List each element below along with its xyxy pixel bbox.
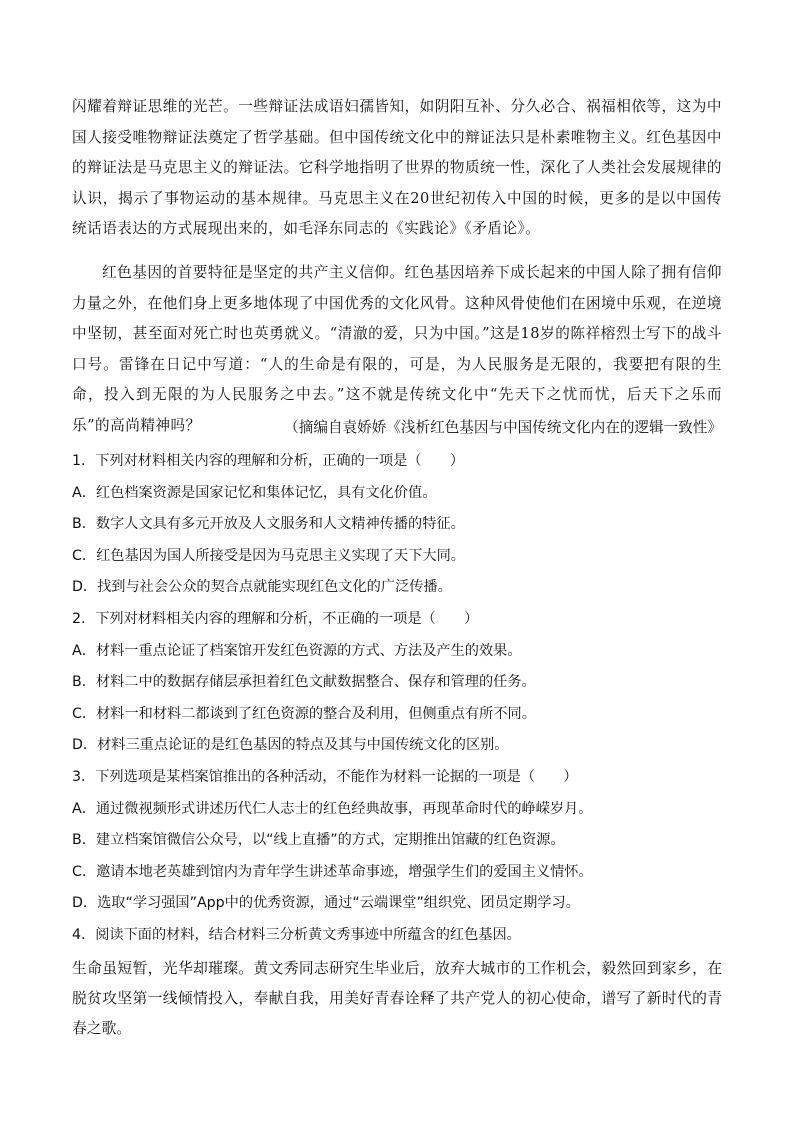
question-3-option-d: D．选取“学习强国”App中的优秀资源，通过“云端课堂”组织党、团员定期学习。 (72, 895, 580, 912)
passage-paragraph-2: 红色基因的首要特征是坚定的共产主义信仰。红色基因培养下成长起来的中国人除了拥有信仰力量之外，在他们身上更多地体现了中国优秀的文化风骨。这种风骨使他们在困境中乐观，在逆境中坚韧，甚至面对死亡时也英勇就义。“清澈的爱，只为中国。”这是18岁的陈祥榕烈士写下的战斗口号。雷锋在日记中写道：“人的生命是有限的，可是，为人民服务是无限的，我要把有限的生命，投入到无限的为人民服务之中去。”这不就是传统文化中“先天下之忧而忧，后天下之乐而乐”的高尚精神吗？ (72, 264, 722, 434)
question-3-option-a: A．通过微视频形式讲述历代仁人志士的红色经典故事，再现革命时代的峥嵘岁月。 (72, 800, 593, 817)
question-1-option-a: A．红色档案资源是国家记忆和集体记忆，具有文化价值。 (72, 484, 437, 501)
passage-paragraph-1: 闪耀着辩证思维的光芒。一些辩证法成语妇孺皆知，如阴阳互补、分久必合、祸福相依等，这为中国人接受唯物辩证法奠定了哲学基础。但中国传统文化中的辩证法只是朴素唯物主义。红色基因中的辩证法是马克思主义的辩证法。它科学地指明了世界的物质统一性，深化了人类社会发展规律的认识，揭示了事物运动的基本规律。马克思主义在20世纪初传入中国的时候，更多的是以中国传统话语表达的方式展现出来的，如毛泽东同志的《实践论》《矛盾论》。 (72, 98, 722, 237)
question-2-option-b: B．材料二中的数据存储层承担着红色文献数据整合、保存和管理的任务。 (72, 674, 536, 691)
question-2-option-c: C．材料一和材料二都谈到了红色资源的整合及利用，但侧重点有所不同。 (72, 705, 536, 722)
question-1-option-b: B．数字人文具有多元开放及人文服务和人文精神传播的特征。 (72, 516, 465, 533)
question-4-material: 生命虽短暂，光华却璀璨。黄文秀同志研究生毕业后，放弃大城市的工作机会，毅然回到家乡，在脱贫攻坚第一线倾情投入，奉献自我，用美好青春诠释了共产党人的初心使命，谱写了新时代的青春之歌。 (72, 960, 722, 1037)
question-1-stem: 1．下列对材料相关内容的理解和分析，正确的一项是（ ） (72, 453, 465, 469)
question-1-option-d: D．找到与社会公众的契合点就能实现红色文化的广泛传播。 (72, 579, 452, 596)
question-list (72, 446, 722, 952)
question-3-option-c: C．邀请本地老英雄到馆内为青年学生讲述革命事迹，增强学生们的爱国主义情怀。 (72, 863, 593, 880)
question-2-stem: 2．下列对材料相关内容的理解和分析，不正确的一项是（ ） (72, 610, 479, 627)
passage-source: （摘编自袁娇娇《浅析红色基因与中国传统文化内在的逻辑一致性》 (284, 419, 722, 436)
question-3-stem: 3．下列选项是某档案馆推出的各种活动，不能作为材料一论据的一项是（ ） (72, 768, 578, 785)
question-2-option-a: A．材料一重点论证了档案馆开发红色资源的方式、方法及产生的效果。 (72, 642, 522, 659)
question-4-stem: 4．阅读下面的材料，结合材料三分析黄文秀事迹中所蕴含的红色基因。 (72, 926, 521, 943)
question-3-option-b: B．建立档案馆微信公众号，以“线上直播”的方式，定期推出馆藏的红色资源。 (72, 832, 565, 849)
question-1-option-c: C．红色基因为国人所接受是因为马克思主义实现了天下大同。 (72, 547, 465, 564)
question-2-option-d: D．材料三重点论证的是红色基因的特点及其与中国传统文化的区别。 (72, 737, 509, 754)
